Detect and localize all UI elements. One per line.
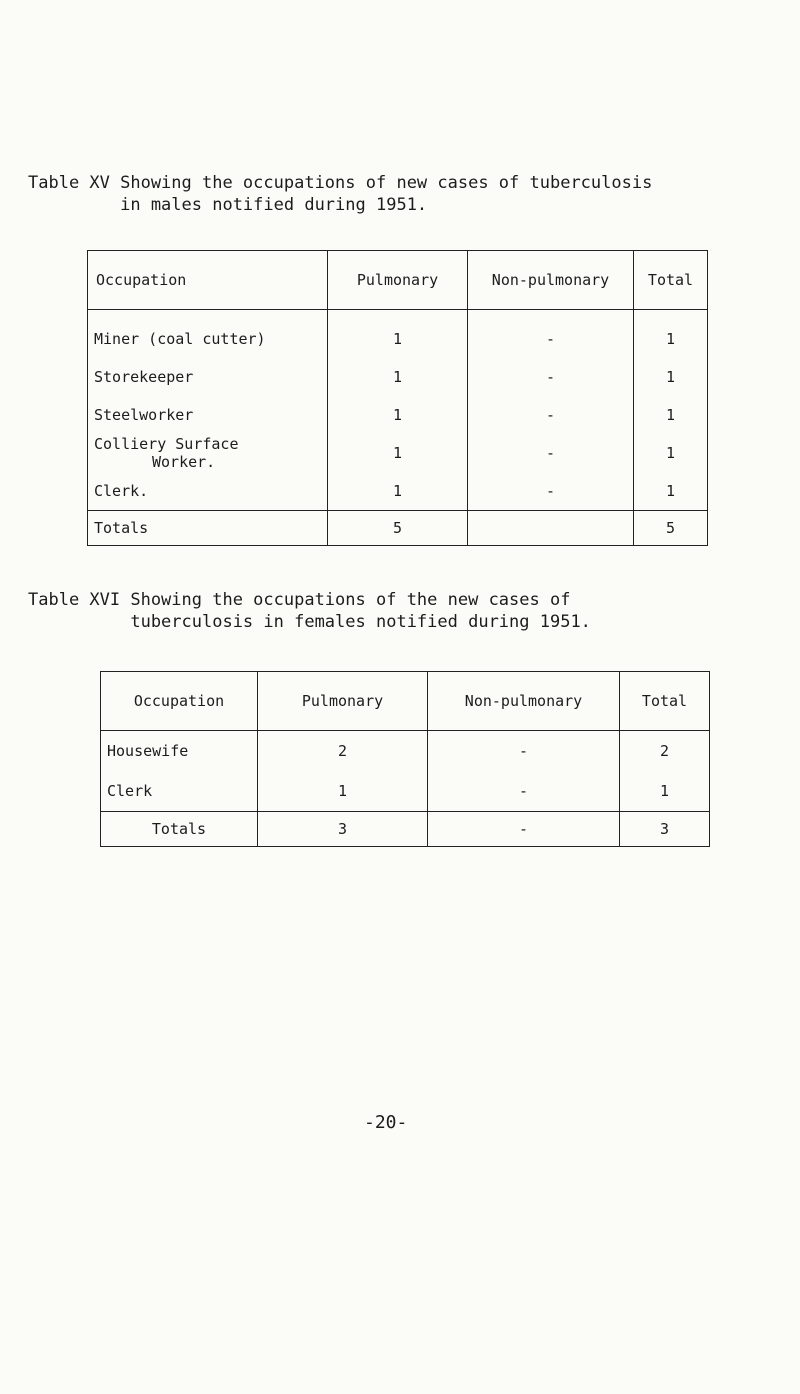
cell-non-pulmonary: - [468, 472, 634, 511]
table-16-caption [28, 589, 591, 633]
cell-pulmonary: 1 [328, 358, 468, 396]
cell-non-pulmonary: - [468, 396, 634, 434]
cell-pulmonary: 1 [328, 396, 468, 434]
table-15 [87, 250, 708, 546]
cell-total: 2 [620, 731, 710, 772]
cell-total: 1 [634, 358, 708, 396]
cell-occupation: Storekeeper [88, 358, 328, 396]
totals-non-pulmonary [468, 511, 634, 546]
table-15-caption [28, 172, 652, 216]
totals-non-pulmonary: - [428, 812, 620, 847]
totals-label: Totals [88, 511, 328, 546]
cell-occupation: Housewife [101, 731, 258, 772]
table-header-row [101, 672, 710, 731]
table-15-caption-line-2: in males notified during 1951. [28, 195, 428, 215]
cell-pulmonary: 1 [258, 771, 428, 812]
cell-occupation: Clerk [101, 771, 258, 812]
cell-pulmonary: 2 [258, 731, 428, 772]
header-total: Total [620, 672, 710, 731]
table-row [101, 771, 710, 812]
totals-pulmonary: 5 [328, 511, 468, 546]
cell-occupation: Clerk. [88, 472, 328, 511]
table-row [88, 310, 708, 359]
header-occupation: Occupation [88, 251, 328, 310]
cell-occupation-line-1: Colliery Surface [94, 435, 239, 453]
table-row [88, 472, 708, 511]
cell-occupation-line-2: Worker. [152, 453, 216, 471]
table-row [88, 358, 708, 396]
cell-total: 1 [620, 771, 710, 812]
header-occupation: Occupation [101, 672, 258, 731]
cell-non-pulmonary: - [468, 434, 634, 472]
header-pulmonary: Pulmonary [328, 251, 468, 310]
header-non-pulmonary: Non-pulmonary [468, 251, 634, 310]
table-16-caption-line-1: Table XVI Showing the occupations of the new cases of [28, 590, 571, 610]
totals-row [101, 812, 710, 847]
header-total: Total [634, 251, 708, 310]
table-row [88, 434, 708, 472]
table-16-caption-line-2: tuberculosis in females notified during 1951. [28, 612, 591, 632]
table-header-row [88, 251, 708, 310]
header-pulmonary: Pulmonary [258, 672, 428, 731]
table-row [88, 396, 708, 434]
table-16 [100, 671, 710, 847]
totals-total: 3 [620, 812, 710, 847]
header-non-pulmonary: Non-pulmonary [428, 672, 620, 731]
table-15-caption-line-1: Table XV Showing the occupations of new cases of tuberculosis [28, 173, 653, 193]
cell-occupation [88, 434, 328, 472]
cell-occupation: Steelworker [88, 396, 328, 434]
cell-non-pulmonary: - [468, 358, 634, 396]
cell-total: 1 [634, 434, 708, 472]
cell-occupation: Miner (coal cutter) [88, 310, 328, 359]
cell-non-pulmonary: - [428, 731, 620, 772]
cell-total: 1 [634, 472, 708, 511]
cell-pulmonary: 1 [328, 310, 468, 359]
table-row [101, 731, 710, 772]
page-number: -20- [364, 1112, 408, 1133]
cell-total: 1 [634, 396, 708, 434]
totals-pulmonary: 3 [258, 812, 428, 847]
cell-non-pulmonary: - [468, 310, 634, 359]
cell-non-pulmonary: - [428, 771, 620, 812]
totals-label: Totals [101, 812, 258, 847]
totals-total: 5 [634, 511, 708, 546]
totals-row [88, 511, 708, 546]
cell-total: 1 [634, 310, 708, 359]
cell-pulmonary: 1 [328, 472, 468, 511]
cell-pulmonary: 1 [328, 434, 468, 472]
